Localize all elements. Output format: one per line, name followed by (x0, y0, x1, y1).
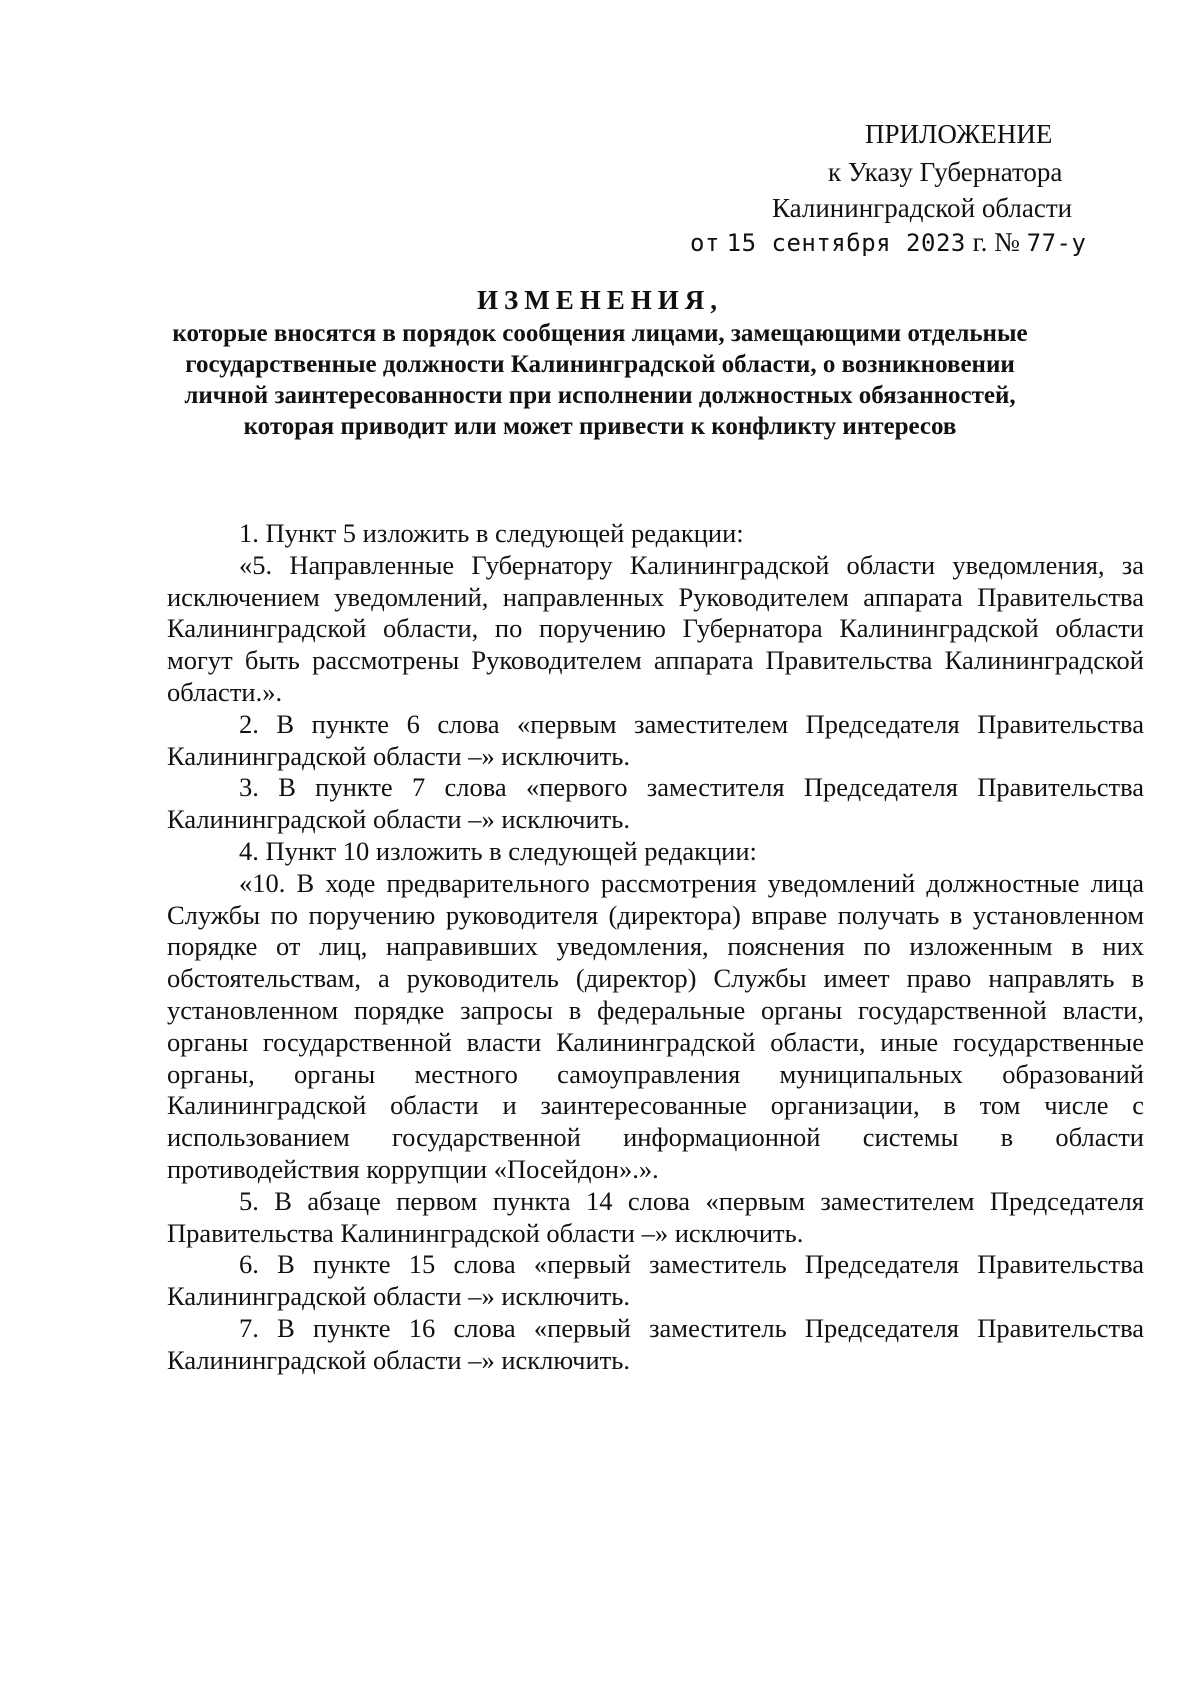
appendix-label: ПРИЛОЖЕНИЕ (865, 119, 1053, 149)
decree-reference: к Указу Губернатора (828, 157, 1063, 187)
paragraph-5: 4. Пункт 10 изложить в следующей редакции: (239, 835, 757, 866)
document-subtitle: которые вносятся в порядок сообщения лицами, замещающими отдельные государственные должности Калининградской области, о возникновении личной заинтересованности при исполнении должностных обязанностей, которая приводит или может привести к конфликту интересов (172, 320, 1028, 440)
paragraph-3: 2. В пункте 6 слова «первым заместителем Председателя Правительства Калининградской области –» исключить. (167, 708, 1144, 771)
date-suffix (966, 227, 1020, 257)
decree-number: 77-у (1026, 229, 1087, 257)
decree-date-number (690, 226, 1086, 259)
paragraph-2: «5. Направленные Губернатору Калининградской области уведомления, за исключением уведомлений, направленных Руководителем аппарата Правительства Калининградской области, по поручению Губернатора Калининградской области могут быть рассмотрены Руководителем аппарата Правительства Калининградской области.». (167, 549, 1144, 707)
paragraph-7: 5. В абзаце первом пункта 14 слова «первым заместителем Председателя Правительства Калининградской области –» исключить. (167, 1185, 1144, 1248)
paragraph-8: 6. В пункте 15 слова «первый заместитель Председателя Правительства Калининградской области –» исключить. (167, 1249, 1144, 1312)
appendix-header (600, 118, 1140, 258)
document-body (167, 518, 1144, 1377)
paragraph-6: «10. В ходе предварительного рассмотрения уведомлений должностные лица Службы по поручению руководителя (директора) вправе получать в установленном порядке от лиц, направивших уведомления, пояснения по изложенным в них обстоятельствам, а руководитель (директор) Службы имеет право направлять в установленном порядке запросы в федеральные органы государственной власти, органы государственной власти Калининградской области, иные государственные органы, органы местного самоуправления муниципальных образований Калининградской области и заинтересованные организации, в том числе с использованием государственной информационной системы в области противодействия коррупции «Посейдон».». (167, 867, 1144, 1184)
document-title-block (160, 282, 1040, 442)
paragraph-1: 1. Пункт 5 изложить в следующей редакции: (239, 518, 744, 548)
decree-date: 15 сентября 2023 (726, 229, 966, 257)
number-label: г. № (972, 227, 1020, 257)
document-title: ИЗМЕНЕНИЯ, (476, 285, 723, 315)
region-name: Калининградской области (772, 193, 1073, 223)
paragraph-4: 3. В пункте 7 слова «первого заместителя Председателя Правительства Калининградской области –» исключить. (167, 772, 1144, 835)
date-prefix: от (690, 229, 720, 257)
paragraph-9: 7. В пункте 16 слова «первый заместитель Председателя Правительства Калининградской области –» исключить. (167, 1312, 1144, 1375)
